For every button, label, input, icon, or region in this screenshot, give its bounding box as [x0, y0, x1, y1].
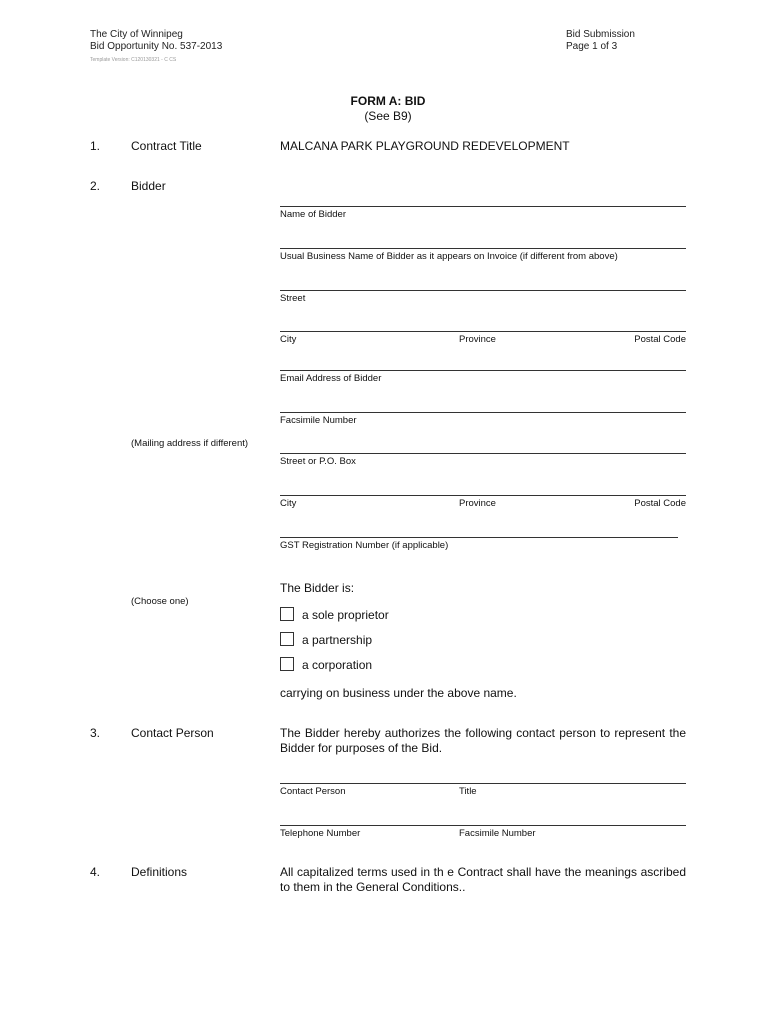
gst-line[interactable]	[280, 537, 678, 538]
email-caption: Email Address of Bidder	[280, 373, 382, 384]
contact-fax-caption: Facsimile Number	[459, 828, 536, 839]
choose-one-note: (Choose one)	[131, 596, 189, 607]
postal-code-caption: Postal Code	[634, 334, 686, 345]
city-caption: City	[280, 334, 297, 345]
street-line[interactable]	[280, 290, 686, 291]
telephone-line[interactable]	[280, 825, 686, 826]
sole-proprietor-checkbox[interactable]	[280, 607, 294, 621]
section3-label: Contact Person	[131, 726, 214, 740]
corporation-checkbox[interactable]	[280, 657, 294, 671]
contract-title-value: MALCANA PARK PLAYGROUND REDEVELOPMENT	[280, 139, 570, 153]
fax-line[interactable]	[280, 412, 686, 413]
definitions-text: All capitalized terms used in th e Contract shall have the meanings ascribed to them in the General Conditions..	[280, 865, 686, 894]
mailing-address-note: (Mailing address if different)	[131, 438, 249, 449]
form-title: FORM A: BID	[350, 94, 426, 108]
usual-name-line[interactable]	[280, 248, 686, 249]
postal-code2-caption: Postal Code	[634, 498, 686, 509]
section4-number: 4.	[90, 865, 101, 879]
section3-number: 3.	[90, 726, 101, 740]
street-caption: Street	[280, 293, 306, 304]
section4-label: Definitions	[131, 865, 188, 879]
fax-caption: Facsimile Number	[280, 415, 357, 426]
email-line[interactable]	[280, 370, 686, 371]
header-left-line1: The City of Winnipeg	[90, 29, 183, 40]
usual-name-caption: Usual Business Name of Bidder as it appears on Invoice (if different from above)	[280, 251, 618, 262]
header-left-line2: Bid Opportunity No. 537-2013	[90, 41, 223, 52]
province-caption: Province	[459, 334, 496, 345]
bidder-name-line[interactable]	[280, 206, 686, 207]
carrying-on-business-text: carrying on business under the above name.	[280, 686, 517, 700]
contact-title-caption: Title	[459, 786, 477, 797]
city2-line[interactable]	[280, 495, 686, 496]
form-subtitle: (See B9)	[364, 109, 412, 123]
bidder-name-caption: Name of Bidder	[280, 209, 347, 220]
street-po-caption: Street or P.O. Box	[280, 456, 356, 467]
template-version: Template Version: C120130321 - C CS	[90, 57, 177, 63]
contact-authorization-text: The Bidder hereby authorizes the following contact person to represent the Bidder for purposes of the Bid.	[280, 726, 686, 755]
gst-caption: GST Registration Number (if applicable)	[280, 540, 449, 551]
city-line[interactable]	[280, 331, 686, 332]
province2-caption: Province	[459, 498, 496, 509]
city2-caption: City	[280, 498, 297, 509]
section2-number: 2.	[90, 179, 101, 193]
contact-person-caption: Contact Person	[280, 786, 346, 797]
telephone-caption: Telephone Number	[280, 828, 361, 839]
sole-proprietor-label: a sole proprietor	[302, 608, 389, 622]
section1-label: Contract Title	[131, 139, 202, 153]
bidder-is-label: The Bidder is:	[280, 581, 355, 595]
header-right-line2: Page 1 of 3	[566, 41, 618, 52]
header-right-line1: Bid Submission	[566, 29, 635, 40]
section2-label: Bidder	[131, 179, 166, 193]
partnership-checkbox[interactable]	[280, 632, 294, 646]
street-po-line[interactable]	[280, 453, 686, 454]
partnership-label: a partnership	[302, 633, 373, 647]
section1-number: 1.	[90, 139, 101, 153]
corporation-label: a corporation	[302, 658, 373, 672]
contact-person-line[interactable]	[280, 783, 686, 784]
